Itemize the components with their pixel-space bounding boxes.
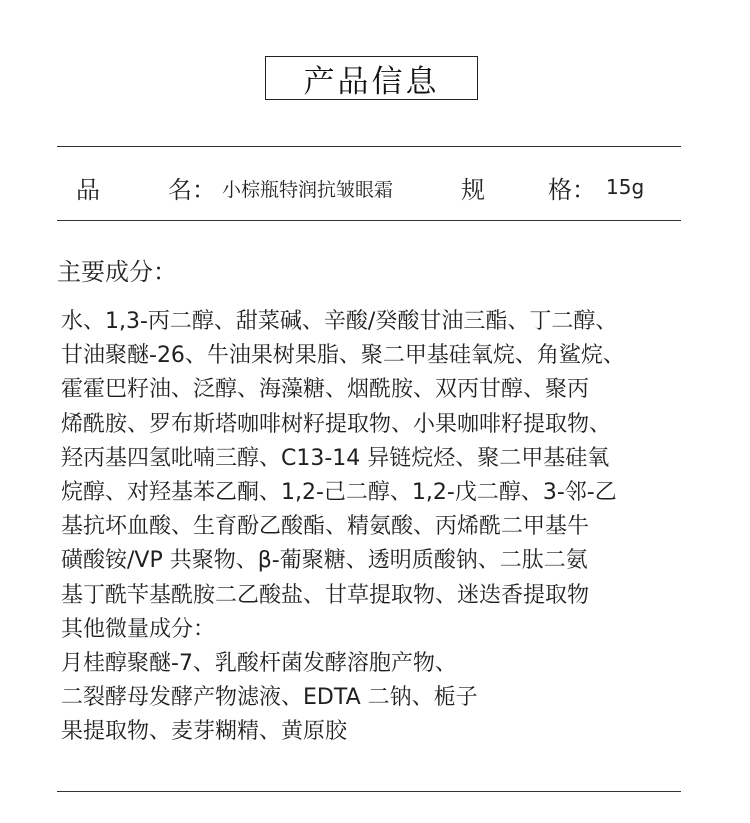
- divider-middle: [57, 220, 681, 221]
- name-label-part2: 名：: [168, 176, 216, 204]
- ingredients-heading: 主要成分：: [57, 258, 177, 286]
- minor-ingredients-heading: 其他微量成分：: [61, 616, 216, 642]
- ingredient-line: 烷醇、对羟基苯乙酮、1,2-己二醇、1,2-戊二醇、3-邻-乙: [61, 479, 617, 505]
- ingredient-line: 水、1,3-丙二醇、甜菜碱、辛酸/癸酸甘油三酯、丁二醇、: [61, 309, 618, 334]
- ingredient-line: 基丁酰苄基酰胺二乙酸盐、甘草提取物、迷迭香提取物: [61, 582, 590, 608]
- ingredient-line: 基抗坏血酸、生育酚乙酸酯、精氨酸、丙烯酰二甲基牛: [61, 514, 590, 540]
- page-title: 产品信息: [265, 56, 478, 100]
- spec-label-part2: 格：: [548, 176, 596, 204]
- product-name-value: 小棕瓶特润抗皱眼霜: [222, 179, 394, 201]
- divider-bottom: [57, 791, 681, 792]
- ingredient-line: 二裂酵母发酵产物滤液、EDTA 二钠、栀子: [61, 685, 478, 711]
- ingredient-line: 甘油聚醚-26、牛油果树果脂、聚二甲基硅氧烷、角鲨烷、: [61, 343, 625, 369]
- spec-value: 15g: [606, 175, 645, 199]
- ingredient-line: 羟丙基四氢吡喃三醇、C13-14 异链烷烃、聚二甲基硅氧: [61, 445, 610, 471]
- name-label-part1: 品: [76, 176, 100, 204]
- ingredients-list: [61, 305, 741, 749]
- ingredient-line: 烯酰胺、罗布斯塔咖啡树籽提取物、小果咖啡籽提取物、: [61, 411, 612, 437]
- spec-label-part1: 规: [461, 176, 485, 204]
- ingredient-line: 果提取物、麦芽糊精、黄原胶: [61, 719, 348, 745]
- ingredient-line: 磺酸铵/VP 共聚物、β-葡聚糖、透明质酸钠、二肽二氨: [61, 548, 588, 574]
- divider-top: [57, 146, 681, 147]
- ingredient-line: 月桂醇聚醚-7、乳酸杆菌发酵溶胞产物、: [61, 650, 457, 676]
- product-info-row: [0, 166, 750, 206]
- ingredient-line: 霍霍巴籽油、泛醇、海藻糖、烟酰胺、双丙甘醇、聚丙: [61, 377, 590, 403]
